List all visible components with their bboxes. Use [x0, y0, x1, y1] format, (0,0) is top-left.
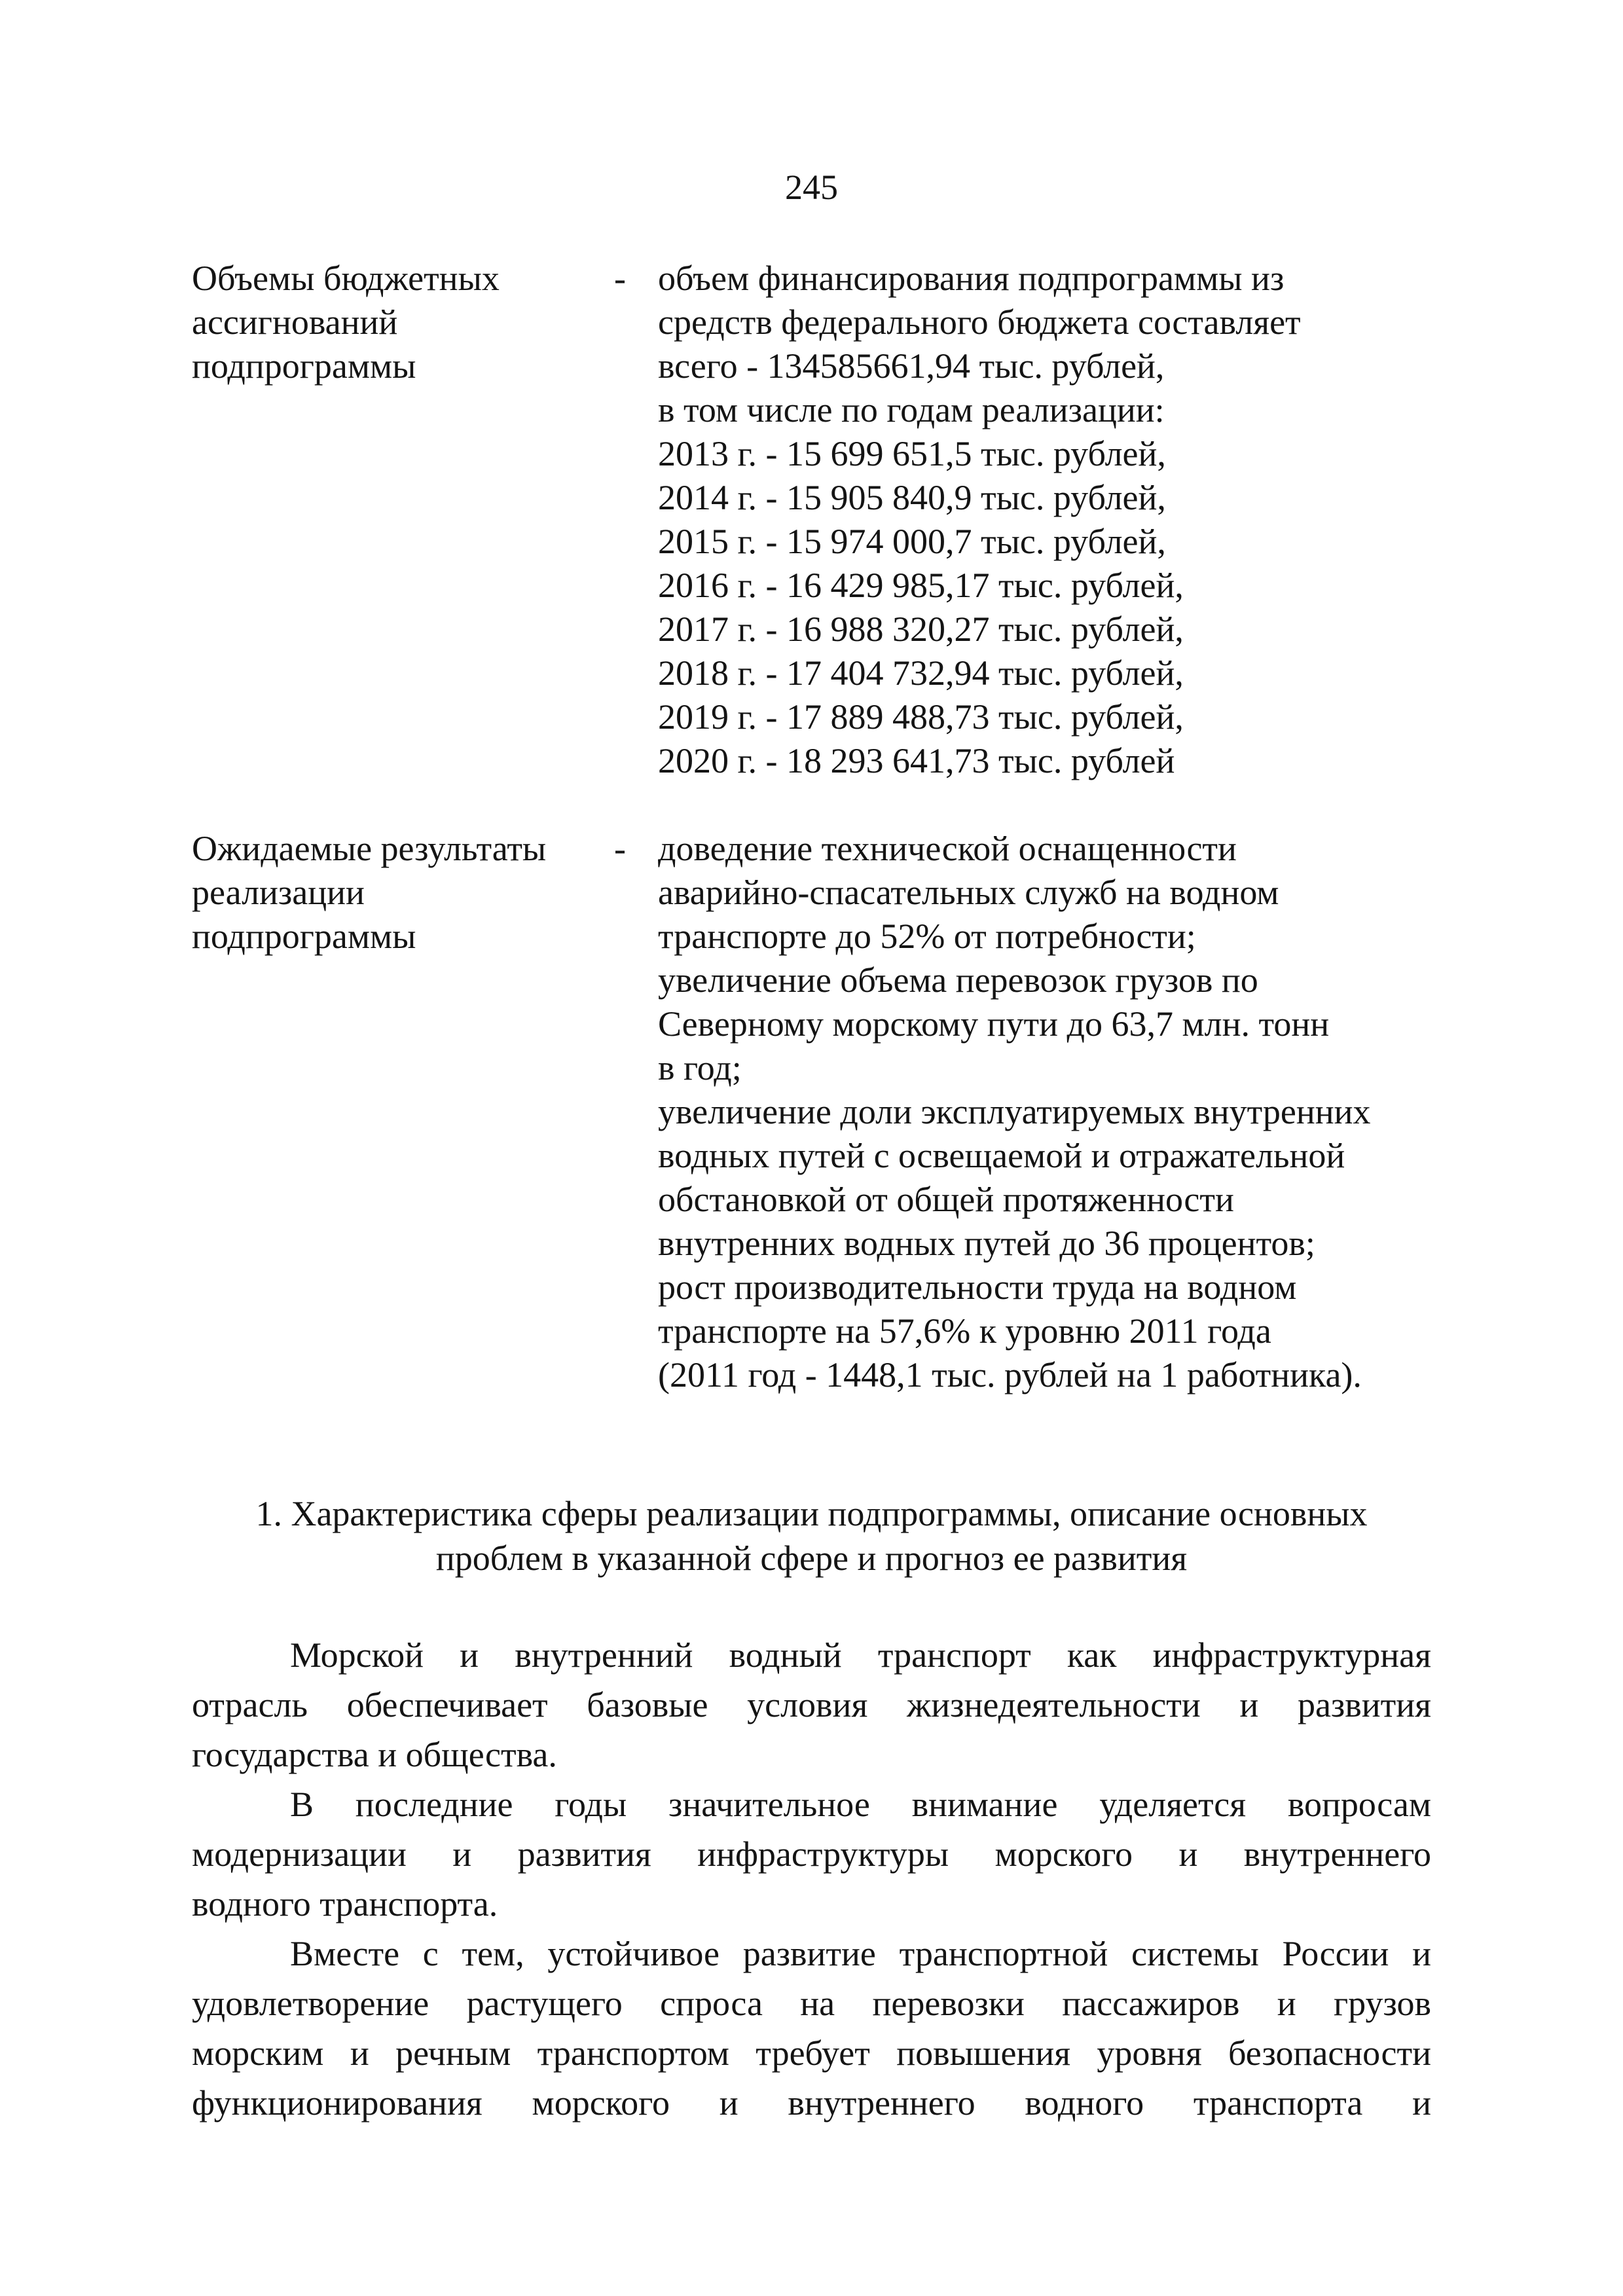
passport-value-line: в год; — [658, 1048, 742, 1087]
passport-value-results — [658, 827, 1476, 1397]
paragraph-line: отрасль обеспечивает базовые условия жизнедеятельности и развития — [192, 1685, 1431, 1724]
paragraph-line: Морской и внутренний водный транспорт как инфраструктурная — [290, 1635, 1431, 1675]
body-text — [192, 1630, 1431, 2128]
passport-label-line: Ожидаемые результаты — [192, 829, 547, 868]
passport-label-line: подпрограммы — [192, 917, 416, 956]
paragraph-line: государства и общества. — [192, 1735, 557, 1774]
passport-value-line: в том числе по годам реализации: — [658, 390, 1165, 429]
passport-value-line: транспорте на 57,6% к уровню 2011 года — [658, 1311, 1271, 1351]
passport-value-line: средств федерального бюджета составляет — [658, 302, 1301, 342]
passport-value-line: транспорте до 52% от потребности; — [658, 917, 1196, 956]
passport-value-line: Северному морскому пути до 63,7 млн. тонн — [658, 1004, 1330, 1044]
passport-dash: - — [614, 829, 626, 868]
passport-value-budget — [658, 257, 1476, 783]
passport-label-line: Объемы бюджетных — [192, 259, 500, 298]
paragraph — [192, 1779, 1431, 1929]
paragraph-line: функционирования морского и внутреннего водного транспорта и — [192, 2083, 1431, 2123]
passport-label-results — [192, 827, 598, 958]
passport-value-line: водных путей с освещаемой и отражательной — [658, 1136, 1345, 1175]
section-heading — [192, 1491, 1431, 1580]
section-heading-line: 1. Характеристика сферы реализации подпрограммы, описание основных — [255, 1494, 1368, 1533]
passport-value-line: внутренних водных путей до 36 процентов; — [658, 1224, 1315, 1263]
passport-value-line: обстановкой от общей протяженности — [658, 1180, 1234, 1219]
paragraph — [192, 1929, 1431, 2128]
passport-value-line: 2013 г. - 15 699 651,5 тыс. рублей, — [658, 434, 1166, 473]
passport-value-line: аварийно-спасательных служб на водном — [658, 873, 1279, 912]
passport-label-budget — [192, 257, 598, 388]
paragraph-line: морским и речным транспортом требует повышения уровня безопасности — [192, 2033, 1431, 2073]
passport-value-line: 2017 г. - 16 988 320,27 тыс. рублей, — [658, 610, 1184, 649]
passport-value-line: 2015 г. - 15 974 000,7 тыс. рублей, — [658, 522, 1166, 561]
page-number: 245 — [785, 168, 838, 207]
passport-value-line: увеличение доли эксплуатируемых внутренних — [658, 1092, 1371, 1131]
paragraph-line: В последние годы значительное внимание уделяется вопросам — [290, 1785, 1431, 1824]
passport-value-line: увеличение объема перевозок грузов по — [658, 960, 1258, 1000]
paragraph — [192, 1630, 1431, 1779]
passport-value-line: объем финансирования подпрограммы из — [658, 259, 1285, 298]
passport-value-line: 2014 г. - 15 905 840,9 тыс. рублей, — [658, 478, 1166, 517]
passport-label-line: ассигнований — [192, 302, 398, 342]
passport-value-line: всего - 134585661,94 тыс. рублей, — [658, 346, 1165, 386]
passport-label-line: подпрограммы — [192, 346, 416, 386]
section-heading-line: проблем в указанной сфере и прогноз ее развития — [435, 1539, 1188, 1578]
passport-value-line: 2016 г. - 16 429 985,17 тыс. рублей, — [658, 566, 1184, 605]
passport-value-line: 2020 г. - 18 293 641,73 тыс. рублей — [658, 741, 1175, 780]
passport-value-line: 2019 г. - 17 889 488,73 тыс. рублей, — [658, 697, 1184, 737]
paragraph-line: Вместе с тем, устойчивое развитие транспортной системы России и — [290, 1934, 1431, 1973]
passport-dash: - — [614, 259, 626, 298]
paragraph-line: модернизации и развития инфраструктуры морского и внутреннего — [192, 1834, 1431, 1874]
passport-value-line: 2018 г. - 17 404 732,94 тыс. рублей, — [658, 653, 1184, 693]
paragraph-line: водного транспорта. — [192, 1884, 498, 1923]
passport-value-line: доведение технической оснащенности — [658, 829, 1237, 868]
passport-value-line: (2011 год - 1448,1 тыс. рублей на 1 работника). — [658, 1355, 1362, 1394]
passport-label-line: реализации — [192, 873, 365, 912]
passport-value-line: рост производительности труда на водном — [658, 1267, 1297, 1307]
paragraph-line: удовлетворение растущего спроса на перевозки пассажиров и грузов — [192, 1984, 1431, 2023]
